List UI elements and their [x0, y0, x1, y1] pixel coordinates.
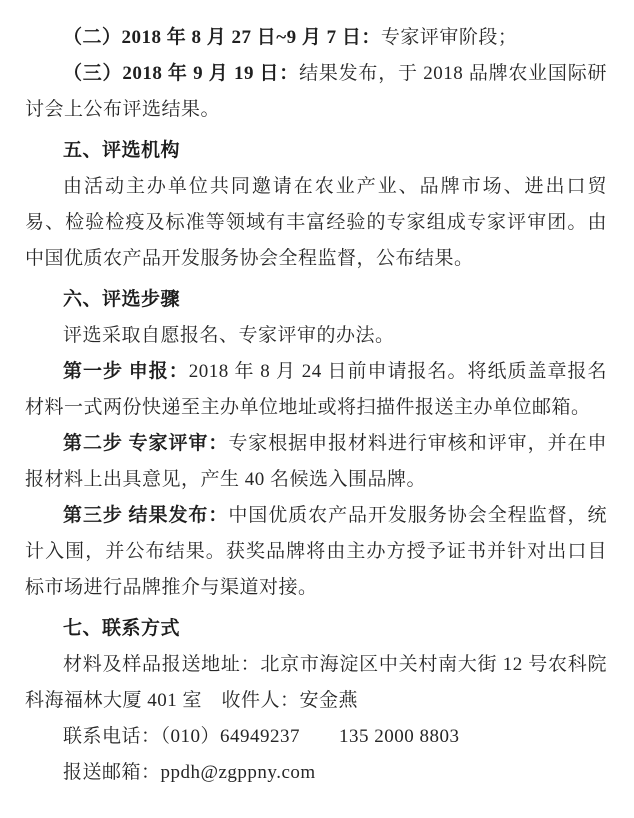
step-2-label: 第二步 专家评审：	[63, 433, 229, 454]
heading-section-5: 五、评选机构	[63, 140, 181, 161]
stage-2-date-label: （二）2018 年 8 月 27 日~9 月 7 日：	[63, 27, 381, 48]
step-2-text: 专家根据申报材料进行审核和评审，并在申报材料上出具意见，产生 40 名候选入围品牌。	[25, 433, 607, 490]
step-1-text: 2018 年 8 月 24 日前申请报名。将纸质盖章报名材料一式两份快递至主办单位地址或将扫描件报送主办单位邮箱。	[25, 361, 607, 418]
para-section-6-intro: 评选采取自愿报名、专家评审的办法。	[63, 325, 395, 346]
stage-3-text: 结果发布，于 2018 品牌农业国际研讨会上公布评选结果。	[25, 63, 607, 120]
heading-section-7: 七、联系方式	[63, 618, 181, 639]
stage-2-text: 专家评审阶段；	[380, 27, 518, 48]
heading-section-6: 六、评选步骤	[63, 289, 181, 310]
para-step-1	[25, 354, 607, 426]
para-contact-address: 材料及样品报送地址：北京市海淀区中关村南大街 12 号农科院科海福林大厦 401 室 收件人：安金燕	[25, 654, 607, 711]
para-contact-email: 报送邮箱：ppdh@zgppny.com	[63, 762, 316, 783]
para-stage-2	[25, 20, 607, 56]
step-3-label: 第三步 结果发布：	[63, 505, 229, 526]
stage-3-date-label: （三）2018 年 9 月 19 日：	[63, 63, 300, 84]
para-stage-3	[25, 56, 607, 128]
para-contact-phone: 联系电话：（010）64949237 135 2000 8803	[63, 726, 460, 747]
step-3-text: 中国优质农产品开发服务协会全程监督，统计入围，并公布结果。获奖品牌将由主办方授予证书并针对出口目标市场进行品牌推介与渠道对接。	[25, 505, 607, 598]
para-step-3	[25, 498, 607, 606]
step-1-label: 第一步 申报：	[63, 361, 189, 382]
para-step-2	[25, 426, 607, 498]
para-section-5-body: 由活动主办单位共同邀请在农业产业、品牌市场、进出口贸易、检验检疫及标准等领域有丰富经验的专家组成专家评审团。由中国优质农产品开发服务协会全程监督，公布结果。	[25, 176, 607, 269]
